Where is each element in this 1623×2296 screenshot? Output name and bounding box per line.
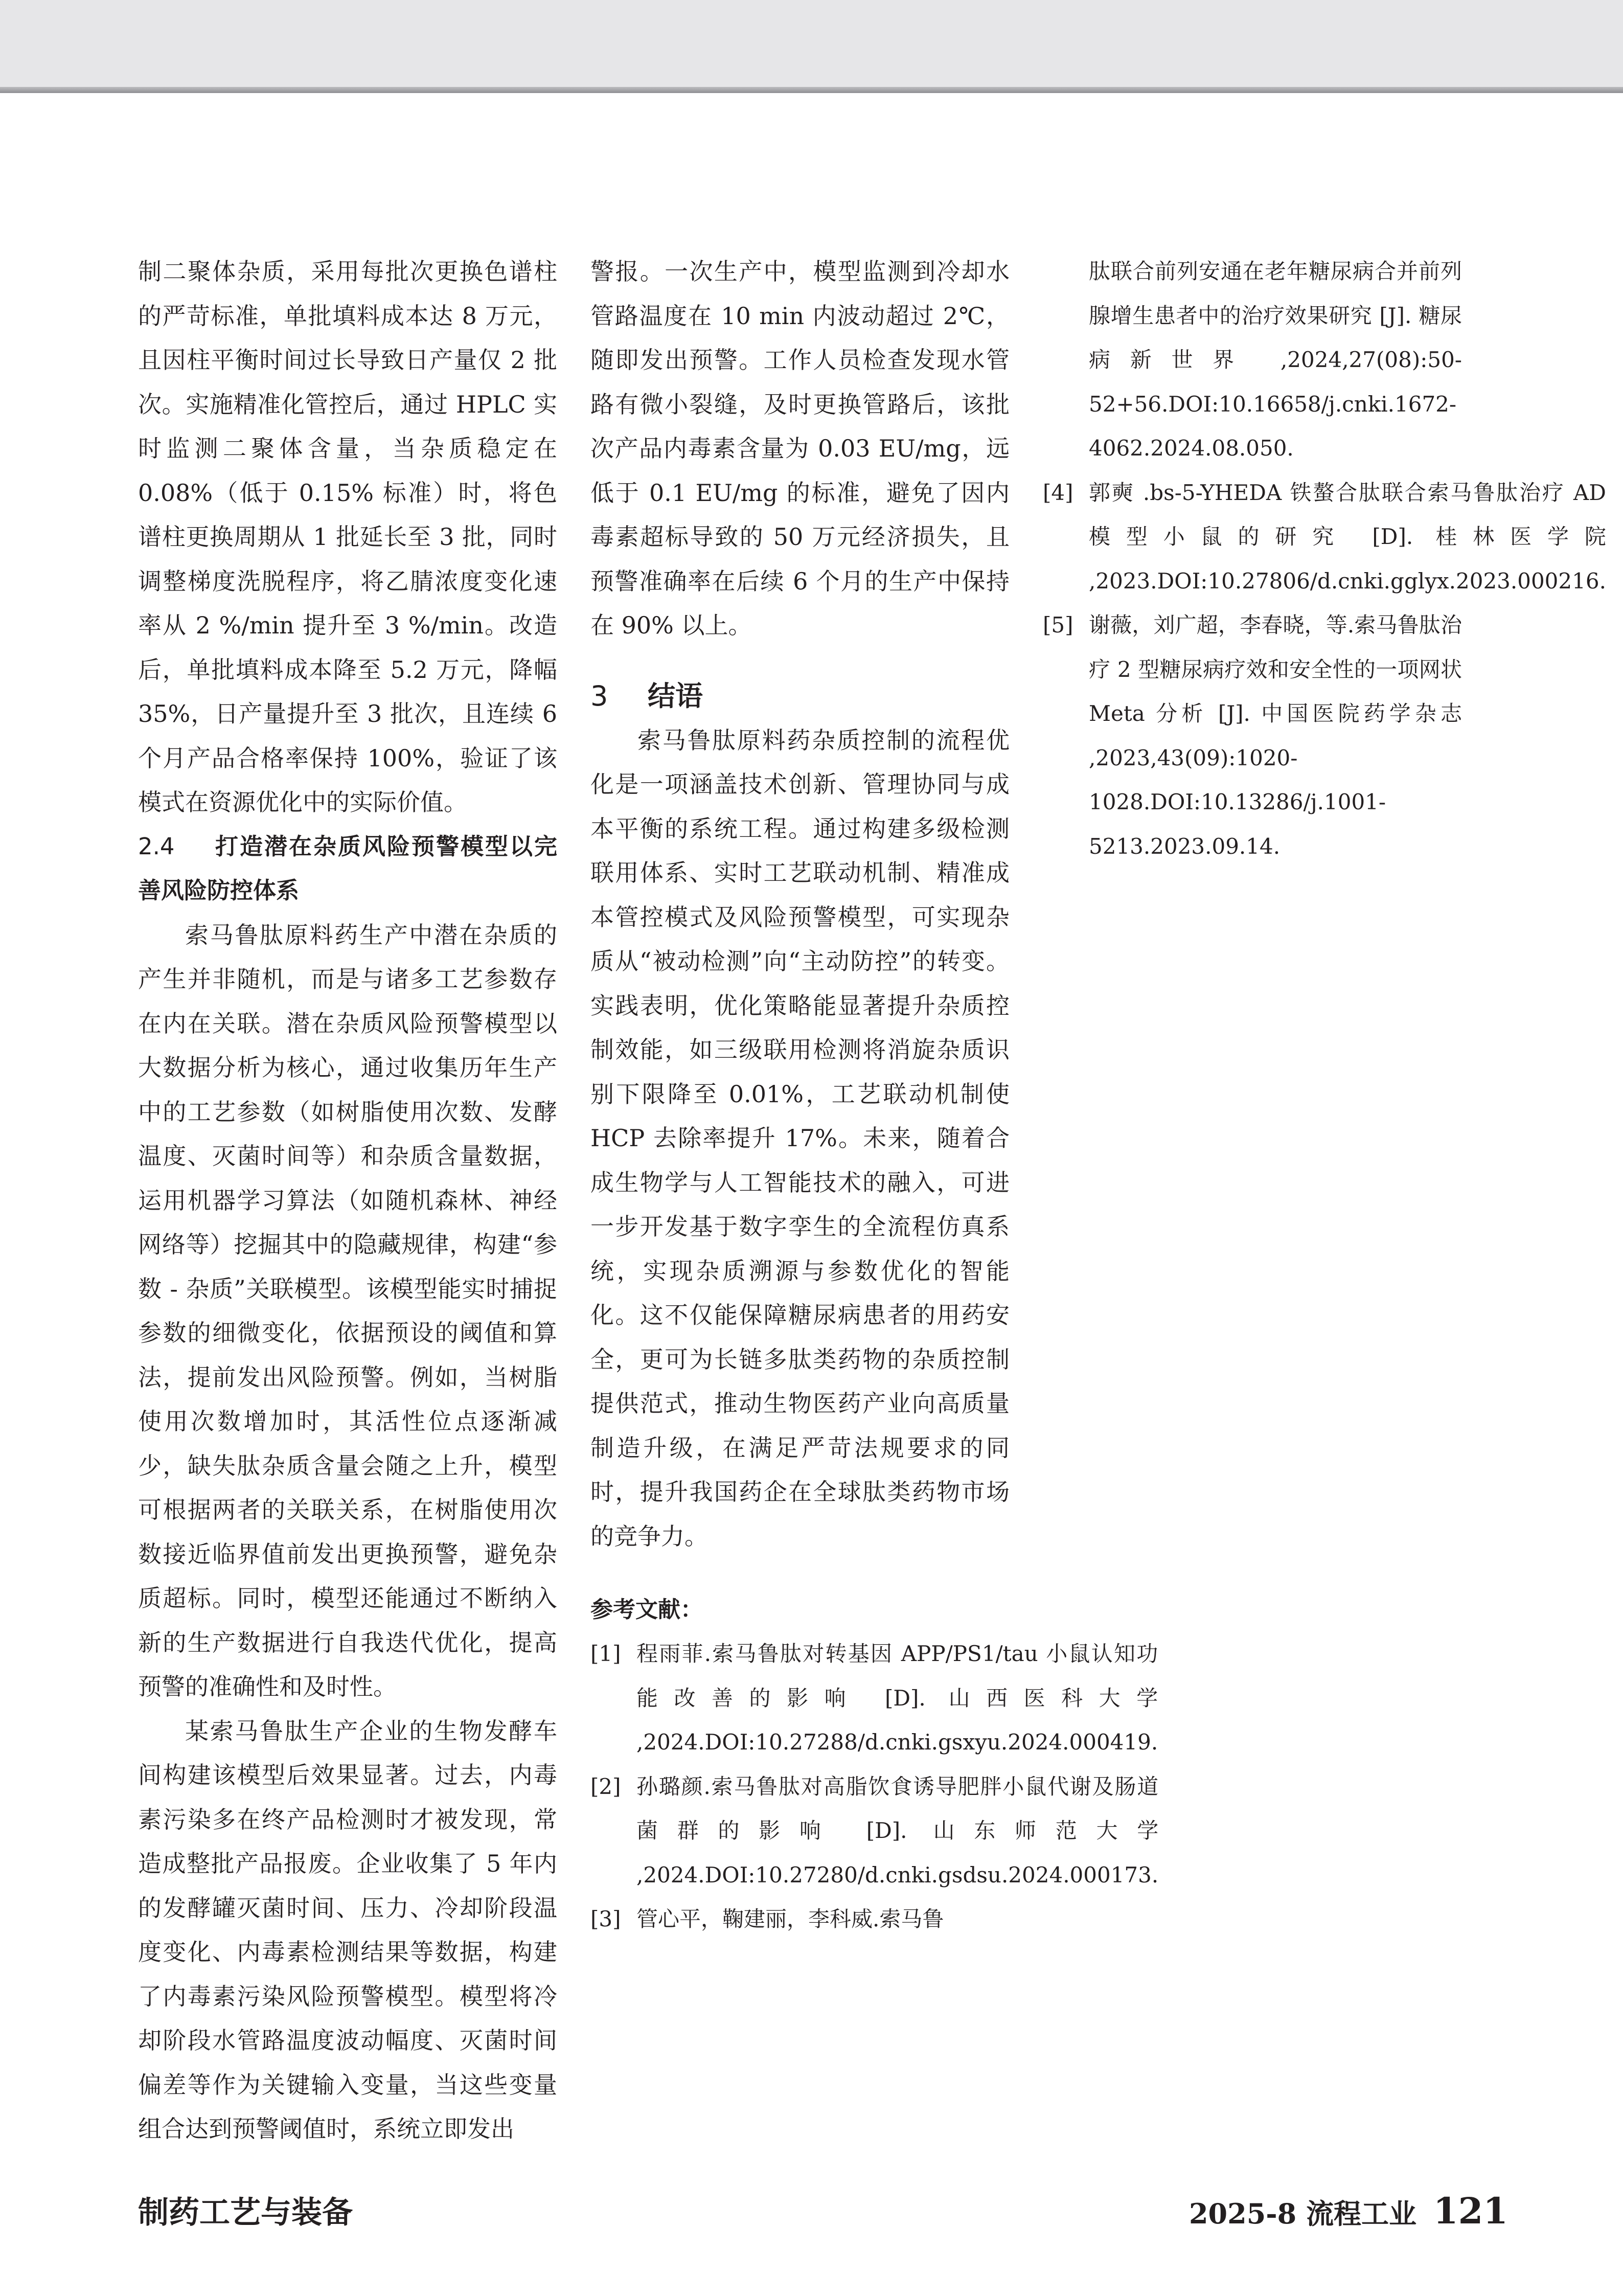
reference-item [590, 1897, 1010, 1942]
reference-text: 谢薇，刘广超，李春晓，等.索马鲁肽治疗 2 型糖尿病疗效和安全性的一项网状 Meta 分析 [J]. 中国医院药学杂志 ,2023,43(09):1020-1028.DOI:10.13286/j.1001-5213.2023.09.14. [1089, 612, 1462, 859]
text-column-2 [590, 249, 1159, 1942]
section-heading-3 [590, 674, 1010, 718]
paragraph: 索马鲁肽原料药生产中潜在杂质的产生并非随机，而是与诸多工艺参数存在内在关联。潜在杂质风险预警模型以大数据分析为核心，通过收集历年生产中的工艺参数（如树脂使用次数、发酵温度、灭菌时间等）和杂质含量数据，运用机器学习算法（如随机森林、神经网络等）挖掘其中的隐藏规律，构建“参数 - 杂质”关联模型。该模型能实时捕捉参数的细微变化，依据预设的阈值和算法，提前发出风险预警。例如，当树脂使用次数增加时，其活性位点逐渐减少，缺失肽杂质含量会随之上升，模型可根据两者的关联关系，在树脂使用次数接近临界值前发出更换预警，避免杂质超标。同时，模型还能通过不断纳入新的生产数据进行自我迭代优化，提高预警的准确性和及时性。 [138, 921, 557, 1700]
top-banner [0, 0, 1623, 91]
reference-number: [1] [590, 1641, 621, 1666]
top-banner-edge [0, 87, 1623, 93]
section-title: 结语 [648, 679, 703, 712]
section-number: 3 [590, 679, 608, 712]
references-title: 参考文献： [590, 1597, 703, 1623]
reference-item [590, 1765, 1159, 1898]
reference-item [590, 1632, 1158, 1765]
paragraph: 某索马鲁肽生产企业的生物发酵车间构建该模型后效果显著。过去，内毒素污染多在终产品检测时才被发现，常造成整批产品报废。企业收集了 5 年内的发酵罐灭菌时间、压力、冷却阶段温度变化、内毒素检测结果等数据，构建了内毒素污染风险预警模型。模型将冷却阶段水管路温度波动幅度、灭菌时间偏差等作为关键输入变量，当这些变量组合达到预警阈值时，系统立即发出 [138, 1717, 557, 2143]
section-heading-2-4 [138, 825, 557, 913]
reference-text: 肽联合前列安通在老年糖尿病合并前列腺增生患者中的治疗效果研究 [J]. 糖尿病新世界 ,2024,27(08):50-52+56.DOI:10.16658/j.cnki.1672-4062.2024.08.050. [1089, 259, 1462, 461]
footer-issue: 2025-8 [1188, 2197, 1297, 2230]
reference-number: [3] [590, 1906, 621, 1931]
reference-number: [4] [1043, 480, 1073, 505]
page-number: 121 [1433, 2190, 1508, 2232]
reference-text: 孙璐颜.索马鲁肽对高脂饮食诱导肥胖小鼠代谢及肠道菌群的影响 [D]. 山东师范大学 ,2024.DOI:10.27280/d.cnki.gsdsu.2024.000173. [636, 1774, 1159, 1888]
footer-journal-info [1189, 2188, 1508, 2237]
footer-journal-name: 流程工业 [1306, 2197, 1417, 2230]
reference-text: 程雨菲.索马鲁肽对转基因 APP/PS1/tau 小鼠认知功能改善的影响 [D]. 山西医科大学 ,2024.DOI:10.27288/d.cnki.gsxyu.2024.000419. [636, 1641, 1158, 1755]
reference-number: [5] [1043, 612, 1073, 638]
text-column-1 [138, 249, 557, 2151]
reference-text: 郭奭 .bs-5-YHEDA 铁螯合肽联合索马鲁肽治疗 AD 模型小鼠的研究 [D]. 桂林医学院 ,2023.DOI:10.27806/d.cnki.gglyx.2023.000216. [1089, 480, 1606, 594]
paragraph: 索马鲁肽原料药杂质控制的流程优化是一项涵盖技术创新、管理协同与成本平衡的系统工程。通过构建多级检测联用体系、实时工艺联动机制、精准成本管控模式及风险预警模型，可实现杂质从“被动检测”向“主动防控”的转变。实践表明，优化策略能显著提升杂质控制效能，如三级联用检测将消旋杂质识别下限降至 0.01%，工艺联动机制使 HCP 去除率提升 17%。未来，随着合成生物学与人工智能技术的融入，可进一步开发基于数字孪生的全流程仿真系统，实现杂质溯源与参数优化的智能化。这不仅能保障糖尿病患者的用药安全，更可为长链多肽类药物的杂质控制提供范式，推动生物医药产业向高质量制造升级，在满足严苛法规要求的同时，提升我国药企在全球肽类药物市场的竞争力。 [590, 726, 1010, 1550]
text-column-3 [1043, 249, 1606, 869]
paragraph: 制二聚体杂质，采用每批次更换色谱柱的严苛标准，单批填料成本达 8 万元，且因柱平衡时间过长导致日产量仅 2 批次。实施精准化管控后，通过 HPLC 实时监测二聚体含量，当杂质稳定在 0.08%（低于 0.15% 标准）时，将色谱柱更换周期从 1 批延长至 3 批，同时调整梯度洗脱程序，将乙腈浓度变化速率从 2 %/min 提升至 3 %/min。改造后，单批填料成本降至 5.2 万元，降幅 35%，日产量提升至 3 批次，且连续 6 个月产品合格率保持 100%，验证了该模式在资源优化中的实际价值。 [138, 258, 557, 816]
section-title: 打造潜在杂质风险预警模型以完善风险防控体系 [138, 832, 557, 904]
reference-item [1043, 471, 1606, 604]
reference-item [1043, 603, 1462, 869]
reference-number-spacer [1043, 249, 1089, 471]
reference-item-continued [1043, 249, 1462, 471]
reference-number: [2] [590, 1774, 621, 1799]
reference-text: 管心平，鞠建丽，李科威.索马鲁 [636, 1906, 944, 1931]
section-number: 2.4 [138, 832, 175, 860]
paragraph: 警报。一次生产中，模型监测到冷却水管路温度在 10 min 内波动超过 2℃，随即发出预警。工作人员检查发现水管路有微小裂缝，及时更换管路后，该批次产品内毒素含量为 0.03 EU/mg，远低于 0.1 EU/mg 的标准，避免了因内毒素超标导致的 50 万元经济损失，且预警准确率在后续 6 个月的生产中保持在 90% 以上。 [590, 258, 1010, 639]
footer-section-name: 制药工艺与装备 [138, 2195, 353, 2231]
